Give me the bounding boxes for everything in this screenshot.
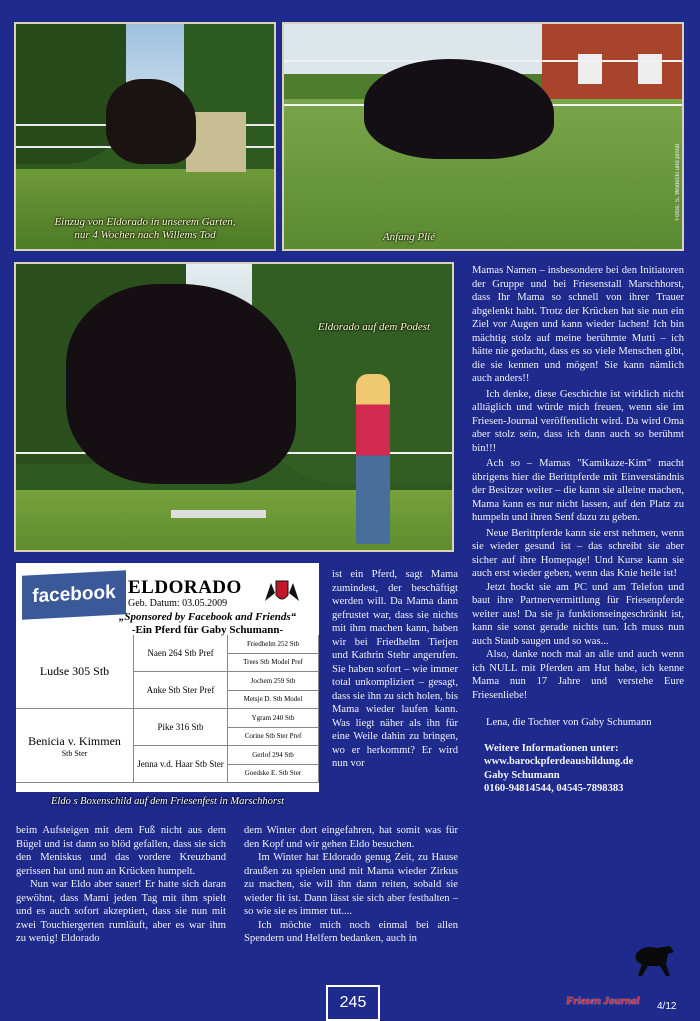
photo-podest [14,262,454,552]
horse-silhouette [364,59,554,159]
pedigree-cell: Gerlof 294 Stb [228,746,319,765]
issue-number: 4/12 [657,1001,677,1012]
pedigree-dam [16,709,134,783]
bottom-middle-paragraph: Ich möchte mich noch einmal bei allen Spendern und Helfern bedanken, auch in [244,919,458,944]
right-paragraph: Neue Berittpferde kann sie erst nehmen, wenn sie wieder gesund ist – das schreibt sie aber sicher auf ihre Homepage! Und Kurse kann sie auch erst wieder geben, wenn das Knie heile ist! [472,527,684,579]
pedigree-cell: Trees Stb Model Pref [228,654,319,673]
magazine-logo: Friesen Journal [566,995,640,1007]
horse-silhouette [66,284,296,484]
pedigree-cell: Corine Stb Ster Pref [228,728,319,747]
horse-name: ELDORADO [128,577,242,598]
pedigree-cell: Ygram 240 Stb [228,709,319,728]
pedigree-cell: Naen 264 Stb Pref [134,635,228,672]
photo-plie [282,22,684,251]
middle-column [332,568,458,771]
stable-sign [16,563,319,792]
contact-heading: Weitere Informationen unter: [484,742,619,754]
middle-paragraph: ist ein Pferd, sagt Mama zumindest, der beschäftigt werden will. Da Mama dann gefrustet war, dass sie nichts mit ihm machen kann, haben wir bei Friedhelm Tietjen und Kathrin Stehr angerufen. Sie haben sofort – wie immer total unkompliziert – gesagt, dass sie ihn zu sich holen, bis Mama wieder laufen kann. Was liegt näher als ihn für eine Weile dahin zu bringen, wo er herkommt? Er wird nun vor [332,569,458,769]
coat-of-arms-icon [261,575,303,605]
right-paragraph: Ich denke, diese Geschichte ist wirklich nicht alltäglich und würde mich freuen, wenn sie im Friesen-Journal veröffentlicht wird. Da wird Oma aber stolz sein, dass ich dann auch so berühmt bin!!! [472,388,684,454]
signature: Lena, die Tochter von Gaby Schumann [486,717,652,728]
infobox-caption: Eldo s Boxenschild auf dem Friesenfest in Marschhorst [50,796,284,807]
right-column [472,264,684,796]
caption-podest: Eldorado auf dem Podest [317,321,431,333]
pedigree-cell: Metsje D. Stb Model [228,691,319,710]
bottom-left-paragraph: beim Aufsteigen mit dem Fuß nicht aus dem Bügel und ist dann so blöd gefallen, dass sie sich den Meniskus und das vordere Kreuzband gerissen hat und nun an Krücken humpelt. [16,825,226,877]
right-paragraph: Also, danke noch mal an alle und auch wenn ich NULL mit Pferden am Hut habe, ich kenne Mama nun 17 Jahre und verstehe Eure Friesenliebe! [472,649,684,701]
pedigree-cell: Pike 316 Stb [134,709,228,746]
caption-garden-line2: nur 4 Wochen nach Willems Tod [74,229,216,241]
photo-credit: Fotos: S. Wodecki und privat [675,144,681,221]
contact-phone: 0160-94814544, 04545-7898383 [484,783,624,794]
right-paragraph: Mamas Namen – insbesondere bei den Initiatoren der Gruppe und bei Friesenstall Marschhorst, dass Ihr Mama so schnell von ihrer Trauer abgelenkt habt. Trotz der Krücken hat sie nun ein Ziel vor Augen und kann wieder lachen! Ich bin mächtig stolz auf meine berühmte Mutti – ich hätte nie gedacht, dass es so viele Menschen gibt, die sie kennen und mögen! Sie kann nämlich auch anders!! [472,265,684,384]
caption-plie: Anfang Plié [382,231,436,243]
facebook-logo: facebook [22,570,126,619]
caption-garden-line1: Einzug von Eldorado in unserem Garten, [54,216,236,228]
pedigree-sire: Ludse 305 Stb [16,635,134,709]
bottom-middle-paragraph: dem Winter dort eingefahren, hat somit was für den Kopf und wir gehen Eldo besuchen. [244,825,458,850]
bottom-middle-paragraph: Im Winter hat Eldorado genug Zeit, zu Hause draußen zu spielen und mit Mama wieder Zirkus zu machen, sie will ihn dann reiten, sobald sie wieder fit ist. Dann lässt sie sich aber festhalten – so wie sie es immer tut.... [244,852,458,917]
horse-logo-icon [630,942,682,978]
pedigree-cell: Jenna v.d. Haar Stb Ster [134,746,228,783]
pedigree-table [16,635,319,783]
sponsored-line: „Sponsored by Facebook and Friends“ [118,611,297,623]
contact-url[interactable]: www.barockpferdeausbildung.de [484,756,634,767]
podest [171,510,266,518]
contact-block [472,742,684,796]
page-number: 245 [326,985,380,1021]
bottom-middle-column [244,824,458,946]
pedigree-dam-name: Benicia v. Kimmen [28,733,121,748]
pedigree-cell: Jochem 259 Stb [228,672,319,691]
bottom-left-column [16,824,226,946]
photo-garden [14,22,276,251]
horse-silhouette [106,79,196,164]
contact-name: Gaby Schumann [484,769,560,781]
person [356,374,390,544]
birth-date: Geb. Datum: 03.05.2009 [128,598,228,609]
pedigree-cell: Goedske E. Stb Ster [228,765,319,784]
pedigree-cell: Friedhelm 252 Stb [228,635,319,654]
bottom-left-paragraph: Nun war Eldo aber sauer! Er hatte sich daran gewöhnt, dass Mami jeden Tag mit ihm spielt und es auch sofort akzeptiert, dass sie nun mit zwei Touchiergerten rumläuft, aber es war ihm zu wenig! Eldorado [16,879,226,944]
pedigree-cell: Anke Stb Ster Pref [134,672,228,709]
pedigree-dam-sub: Stb Ster [61,748,88,758]
right-paragraph: Ach so – Mamas "Kamikaze-Kim" macht übrigens hier die Berittpferde mit Einverständnis der Besitzer weiter – die kann sie alleine machen, Mama kann es nur nicht lassen, auf den Platz zu humpeln und ihren Senf dazu zu geben. [472,458,684,523]
right-paragraph: Jetzt hockt sie am PC und am Telefon und baut ihre Partnervermittlung für Friesenpferde weiter aus! Da sie ja funktionseingeschränkt ist, kann sie sonst gerade nichts tun. Ich muss nun auch Staub saugen und so was... [472,581,684,647]
subtitle-line: -Ein Pferd für Gaby Schumann- [131,624,284,636]
